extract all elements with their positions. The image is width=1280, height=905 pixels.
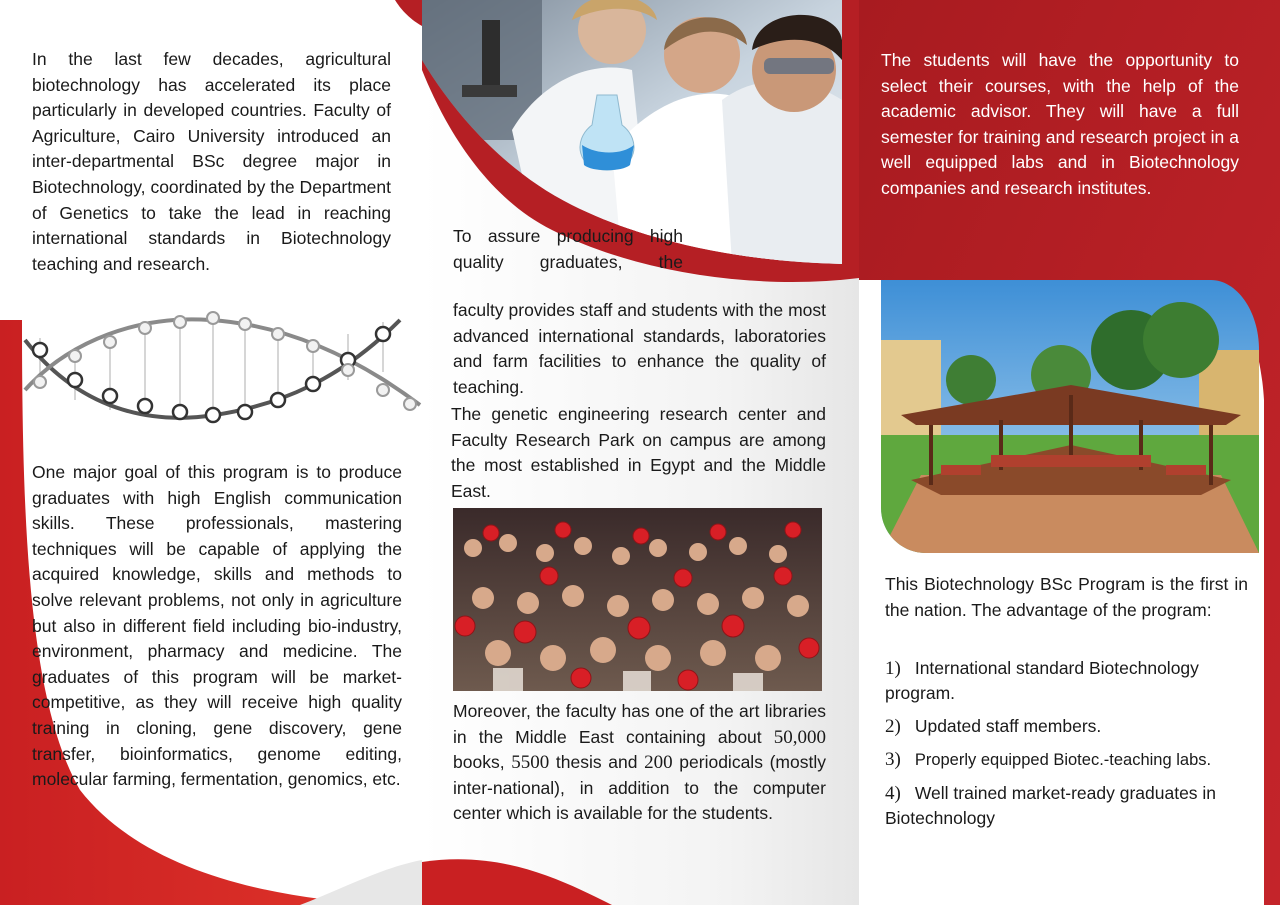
research-center-paragraph: The genetic engineering research center and Faculty Research Park on campus are among the most established in Egypt and the Middle East. <box>451 404 826 501</box>
advantage-number: 3) <box>885 749 901 770</box>
program-intro-paragraph: This Biotechnology BSc Program is the first in the nation. The advantage of the program: <box>885 574 1248 620</box>
advantage-number: 2) <box>885 716 901 737</box>
library-text-b: books, <box>453 752 512 773</box>
library-text-d: periodicals (mostly inter-national), in addition to the computer center which is available for the students. <box>453 752 826 824</box>
advantage-text: Properly equipped Biotec.-teaching labs. <box>914 751 1212 769</box>
library-paragraph <box>453 699 826 827</box>
library-text-a: Moreover, the faculty has one of the art libraries in the Middle East containing about <box>453 701 826 747</box>
library-text-c: thesis and <box>549 752 645 773</box>
dna-helix-image <box>0 300 422 430</box>
panel-right <box>859 0 1280 905</box>
advantage-item <box>885 781 1255 831</box>
advantage-number: 4) <box>885 783 901 804</box>
advantages-list <box>885 656 1255 839</box>
panel-left <box>0 0 422 905</box>
books-count: 50,000 <box>773 726 826 748</box>
quality-paragraph-top: To assure producing high quality graduates, the <box>453 226 683 272</box>
courses-paragraph: The students will have the opportunity to select their courses, with the help of the academic advisor. They will have a full semester for training and research project in a well equipped labs and in Biotechnology companies and research institutes. <box>881 50 1239 198</box>
intro-paragraph: In the last few decades, agricultural biotechnology has accelerated its place particularly in developed countries. Faculty of Agriculture, Cairo University introduced an inter-departmental BSc degree major in Biotechnology, coordinated by the Department of Genetics to take the lead in reaching international standards in Biotechnology teaching and research. <box>32 49 391 274</box>
students-photo <box>453 508 822 691</box>
top-red-corner <box>0 0 422 26</box>
thesis-count: 5500 <box>511 752 550 774</box>
goal-paragraph: One major goal of this program is to produce graduates with high English communication skills. These professionals, mastering techniques will be capable of applying the acquired knowledge, skills and methods to solve relevant problems, not only in agriculture but also in different field including bio-industry, environment, pharmacy and medicine. The graduates of this program will be market-competitive, as they will receive high quality training in cloning, gene discovery, gene transfer, bioinformatics, genome editing, molecular farming, fermentation, genomics, etc. <box>32 462 402 790</box>
advantage-text: International standard Biotechnology program. <box>885 658 1199 703</box>
advantage-number: 1) <box>885 658 901 679</box>
advantage-item <box>885 714 1255 739</box>
red-wave-bottom <box>422 859 612 905</box>
grey-corner <box>300 860 422 905</box>
advantage-text: Updated staff members. <box>914 716 1102 736</box>
campus-photo <box>881 280 1259 553</box>
advantage-item <box>885 747 1255 773</box>
periodicals-count: 200 <box>644 752 673 774</box>
panel-middle <box>422 0 859 905</box>
quality-paragraph: faculty provides staff and students with the most advanced international standards, laboratories and farm facilities to enhance the quality of teaching. <box>453 300 826 397</box>
advantage-item <box>885 656 1255 706</box>
advantage-text: Well trained market-ready graduates in Biotechnology <box>885 783 1217 828</box>
